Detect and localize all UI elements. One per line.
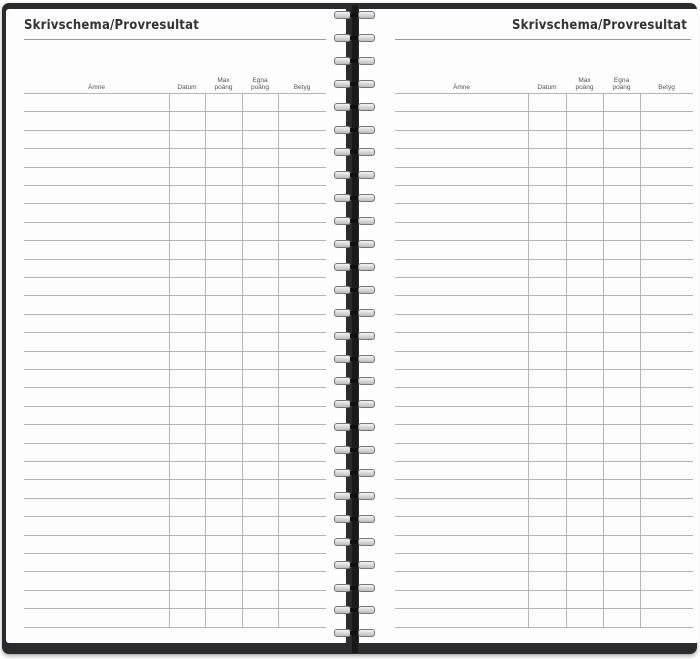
table-row-rule	[24, 332, 326, 333]
column-divider	[169, 93, 170, 627]
table-row-rule	[395, 203, 693, 204]
table-row-rule	[24, 130, 326, 131]
table-row-rule	[24, 185, 326, 186]
table-row-rule	[395, 590, 693, 591]
spiral-binding	[332, 0, 378, 659]
spiral-coil	[334, 583, 376, 595]
spiral-coil	[334, 468, 376, 480]
spiral-coil	[334, 354, 376, 366]
spiral-coil	[334, 193, 376, 205]
table-row-rule	[24, 590, 326, 591]
table-row-rule	[395, 351, 693, 352]
spiral-coil	[334, 285, 376, 297]
table-row-rule	[24, 369, 326, 370]
table-row-rule	[395, 387, 693, 388]
table-row-rule	[395, 461, 693, 462]
spiral-coil	[334, 79, 376, 91]
spiral-coil	[334, 102, 376, 114]
spiral-coil	[334, 514, 376, 526]
table-row-rule	[395, 240, 693, 241]
spiral-coil	[334, 445, 376, 457]
table-row-rule	[24, 240, 326, 241]
table-row-rule	[395, 185, 693, 186]
column-divider	[528, 93, 529, 627]
table-row-rule	[395, 111, 693, 112]
left-title-rule	[24, 39, 326, 40]
right-page	[359, 9, 699, 643]
table-row-rule	[395, 608, 693, 609]
table-row-rule	[24, 498, 326, 499]
table-row-rule	[24, 387, 326, 388]
table-row-rule	[24, 259, 326, 260]
spiral-coil	[334, 56, 376, 68]
table-row-rule	[395, 516, 693, 517]
spiral-coil	[334, 170, 376, 182]
column-header-date: Datum	[177, 84, 197, 91]
spiral-coil	[334, 376, 376, 388]
table-row-rule	[24, 93, 326, 94]
column-header-grade: Betyg	[293, 84, 311, 91]
right-page-title: Skrivschema/Provresultat	[512, 18, 687, 33]
spiral-coil	[334, 399, 376, 411]
table-row-rule	[24, 516, 326, 517]
spiral-coil	[334, 308, 376, 320]
table-row-rule	[395, 553, 693, 554]
table-row-rule	[395, 295, 693, 296]
table-row-rule	[24, 295, 326, 296]
spiral-coil	[334, 262, 376, 274]
table-row-rule	[24, 167, 326, 168]
spiral-coil	[334, 628, 376, 640]
spiral-coil	[334, 33, 376, 45]
table-row-rule	[24, 406, 326, 407]
table-row-rule	[395, 93, 693, 94]
table-row-rule	[24, 479, 326, 480]
spiral-coil	[334, 216, 376, 228]
table-row-rule	[24, 351, 326, 352]
spiral-coil	[334, 147, 376, 159]
column-header-date: Datum	[537, 84, 557, 91]
column-header-own-points: Egna poäng	[250, 77, 270, 91]
spiral-coil	[334, 491, 376, 503]
column-divider	[205, 93, 206, 627]
left-results-table	[24, 65, 326, 617]
table-row-rule	[395, 314, 693, 315]
table-row-rule	[24, 148, 326, 149]
table-row-rule	[395, 535, 693, 536]
spiral-coil	[334, 560, 376, 572]
column-divider	[242, 93, 243, 627]
column-header-own-points: Egna poäng	[612, 77, 631, 91]
spiral-coil	[334, 605, 376, 617]
table-row-rule	[24, 222, 326, 223]
table-row-rule	[24, 535, 326, 536]
table-row-rule	[24, 203, 326, 204]
table-row-rule	[24, 627, 326, 628]
table-row-rule	[24, 424, 326, 425]
left-page-title: Skrivschema/Provresultat	[24, 18, 199, 33]
table-row-rule	[24, 461, 326, 462]
right-title-rule	[395, 39, 691, 40]
table-row-rule	[24, 571, 326, 572]
table-row-rule	[395, 259, 693, 260]
column-header-subject: Ämne	[88, 84, 105, 91]
table-row-rule	[395, 571, 693, 572]
table-row-rule	[395, 148, 693, 149]
column-divider	[278, 93, 279, 627]
table-row-rule	[395, 443, 693, 444]
table-row-rule	[395, 406, 693, 407]
spiral-coil	[334, 10, 376, 22]
right-results-table	[395, 65, 693, 617]
column-header-max-points: Max poäng	[575, 77, 594, 91]
table-row-rule	[395, 369, 693, 370]
column-header-max-points: Max poäng	[214, 77, 233, 91]
table-row-rule	[24, 553, 326, 554]
column-header-subject: Ämne	[453, 84, 470, 91]
table-row-rule	[395, 222, 693, 223]
table-row-rule	[395, 479, 693, 480]
spiral-coil	[334, 537, 376, 549]
table-row-rule	[395, 627, 693, 628]
column-divider	[640, 93, 641, 627]
table-row-rule	[24, 111, 326, 112]
table-row-rule	[24, 277, 326, 278]
spiral-coil	[334, 422, 376, 434]
table-row-rule	[395, 424, 693, 425]
table-row-rule	[395, 332, 693, 333]
table-row-rule	[395, 167, 693, 168]
column-divider	[603, 93, 604, 627]
spiral-coil	[334, 331, 376, 343]
table-row-rule	[395, 277, 693, 278]
table-row-rule	[24, 443, 326, 444]
table-row-rule	[24, 608, 326, 609]
table-row-rule	[24, 314, 326, 315]
table-row-rule	[395, 130, 693, 131]
table-row-rule	[395, 498, 693, 499]
left-page	[6, 9, 346, 643]
spiral-coil	[334, 239, 376, 251]
column-header-grade: Betyg	[658, 84, 675, 91]
column-divider	[566, 93, 567, 627]
spiral-coil	[334, 125, 376, 137]
